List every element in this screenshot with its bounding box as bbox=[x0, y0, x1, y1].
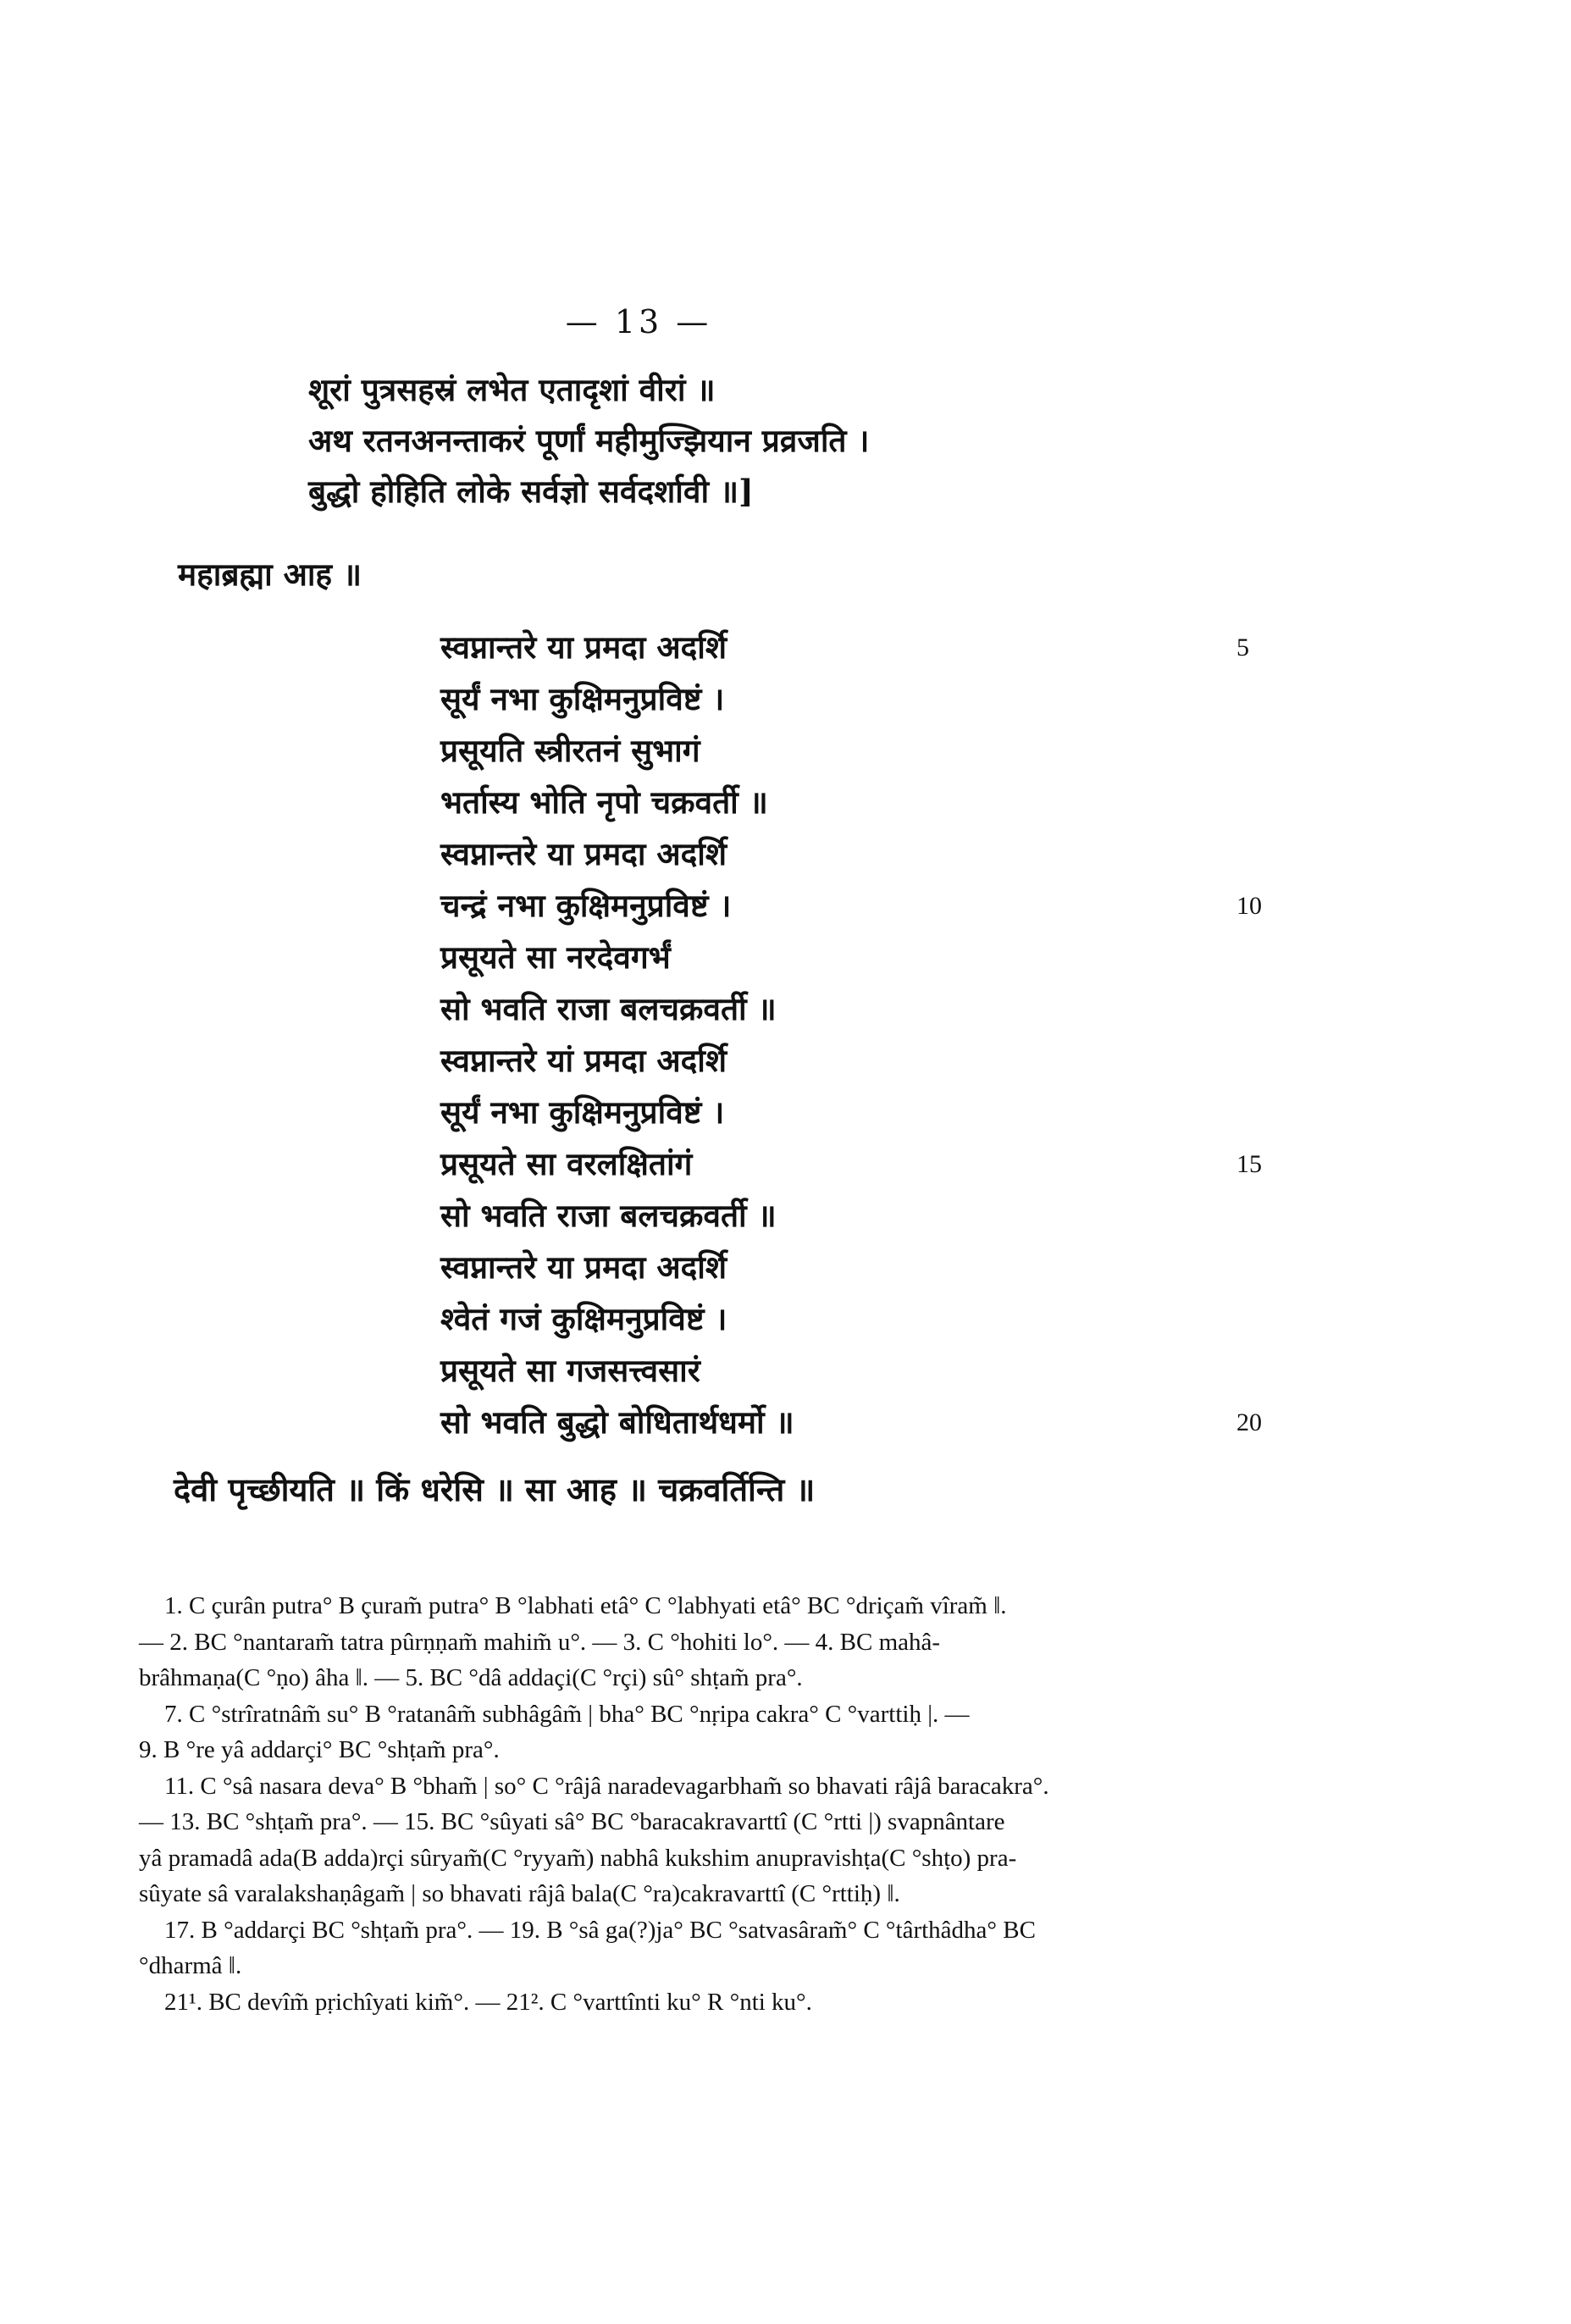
footnote-line: 17. B °addarçi BC °shṭam̃ pra°. — 19. B °sâ ga(?)ja° BC °satvasâram̃° C °târthâdha° BC bbox=[164, 1916, 1036, 1944]
speaker-heading: महाब्रह्मा आह ॥ bbox=[178, 556, 362, 593]
line-number: 20 bbox=[1236, 1408, 1262, 1436]
verse-text: स्वप्नान्तरे या प्रमदा अदर्शि bbox=[440, 628, 727, 666]
verse-line bbox=[440, 1242, 1296, 1293]
verse-text: प्रसूयते सा नरदेवगर्भं bbox=[440, 938, 671, 976]
verse-line bbox=[440, 1345, 1296, 1397]
page-number: — 13 — bbox=[565, 303, 712, 340]
dialogue-line: देवी पृच्छीयति ॥ किं धरेसि ॥ सा आह ॥ चक्रवर्तिन्ति ॥ bbox=[174, 1470, 816, 1508]
verse-text: सो भवति राजा बलचक्रवर्ती ॥ bbox=[440, 1197, 777, 1234]
verse-text: स्वप्नान्तरे यां प्रमदा अदर्शि bbox=[440, 1042, 727, 1079]
opening-line-2: अथ रतनअनन्ताकरं पूर्णां महीमुज्झियान प्रव्रजति । bbox=[308, 421, 870, 459]
verse-line bbox=[440, 673, 1296, 725]
footnotes bbox=[139, 1588, 1240, 2020]
verse-line bbox=[440, 1190, 1296, 1242]
footnote-line: brâhmaṇa(C °ṇo) âha ‖. — 5. BC °dâ addaçi(C °rçi) sû° shṭam̃ pra°. bbox=[139, 1664, 803, 1691]
footnote-line: yâ pramadâ ada(B adda)rçi sûryam̃(C °ryyam̃) nabhâ kukshim anupravishṭa(C °shṭo) pra- bbox=[139, 1844, 1017, 1872]
footnote-line: 11. C °sâ nasara deva° B °bham̃ | so° C °râjâ naradevagarbham̃ so bhavati râjâ baracakra°. bbox=[164, 1772, 1049, 1800]
line-number: 15 bbox=[1236, 1149, 1262, 1178]
footnote-line: sûyate sâ varalakshaṇâgam̃ | so bhavati râjâ bala(C °ra)cakravarttî (C °rttiḥ) ‖. bbox=[139, 1880, 900, 1907]
verse-text: स्वप्नान्तरे या प्रमदा अदर्शि bbox=[440, 1248, 727, 1286]
footnote-line: — 13. BC °shṭam̃ pra°. — 15. BC °sûyati sâ° BC °baracakravarttî (C °rtti |) svapnântare bbox=[139, 1808, 1005, 1835]
verse-text: श्वेतं गजं कुक्षिमनुप्रविष्टं । bbox=[440, 1300, 727, 1337]
line-number: 10 bbox=[1236, 891, 1262, 920]
verse-text: स्वप्नान्तरे या प्रमदा अदर्शि bbox=[440, 835, 727, 872]
verse-text: भर्तास्य भोति नृपो चक्रवर्ती ॥ bbox=[440, 783, 768, 821]
verse-line bbox=[440, 932, 1296, 983]
verse-text: चन्द्रं नभा कुक्षिमनुप्रविष्टं । bbox=[440, 887, 732, 924]
verse-line bbox=[440, 983, 1296, 1035]
verse-line bbox=[440, 777, 1296, 828]
verse-text: प्रसूयते सा गजसत्त्वसारं bbox=[440, 1352, 700, 1389]
opening-verse-block bbox=[308, 364, 869, 517]
verse-line bbox=[440, 1035, 1296, 1087]
verse-line bbox=[440, 622, 1296, 673]
footnote-line: 21¹. BC devîm̃ pṛichîyati kim̃°. — 21². C °varttînti ku° R °nti ku°. bbox=[164, 1988, 812, 2016]
verse-block bbox=[440, 622, 1296, 1448]
footnote-line: °dharmâ ‖. bbox=[139, 1952, 242, 1979]
line-number: 5 bbox=[1236, 633, 1249, 661]
footnote-line: 7. C °strîratnâm̃ su° B °ratanâm̃ subhâgâm̃ | bha° BC °nṛipa cakra° C °varttiḥ |. — bbox=[164, 1700, 970, 1728]
verse-line bbox=[440, 1138, 1296, 1190]
verse-line bbox=[440, 828, 1296, 880]
verse-text: सूर्यं नभा कुक्षिमनुप्रविष्टं । bbox=[440, 1093, 725, 1131]
verse-text: प्रसूयते सा वरलक्षितांगं bbox=[440, 1145, 693, 1182]
verse-line bbox=[440, 880, 1296, 932]
verse-text: प्रसूयति स्त्रीरतनं सुभागं bbox=[440, 732, 700, 769]
verse-text: सो भवति बुद्धो बोधितार्थधर्मो ॥ bbox=[440, 1403, 794, 1441]
verse-line bbox=[440, 725, 1296, 777]
verse-text: सूर्यं नभा कुक्षिमनुप्रविष्टं । bbox=[440, 680, 725, 717]
verse-line bbox=[440, 1397, 1296, 1448]
verse-line bbox=[440, 1293, 1296, 1345]
footnote-line: 1. C çurân putra° B çuram̃ putra° B °labhati etâ° C °labhyati etâ° BC °driçam̃ vîram̃ ‖. bbox=[164, 1592, 1007, 1619]
footnote-line: — 2. BC °nantaram̃ tatra pûrṇṇam̃ mahim̃ u°. — 3. C °hohiti lo°. — 4. BC mahâ- bbox=[139, 1628, 941, 1656]
opening-line-3: बुद्धो होहिति लोके सर्वज्ञो सर्वदर्शावी ॥] bbox=[308, 472, 754, 510]
verse-text: सो भवति राजा बलचक्रवर्ती ॥ bbox=[440, 990, 777, 1027]
footnote-line: 9. B °re yâ addarçi° BC °shṭam̃ pra°. bbox=[139, 1736, 500, 1763]
verse-line bbox=[440, 1087, 1296, 1138]
opening-line-1: शूरां पुत्रसहस्रं लभेत एतादृशां वीरां ॥ bbox=[308, 370, 716, 408]
